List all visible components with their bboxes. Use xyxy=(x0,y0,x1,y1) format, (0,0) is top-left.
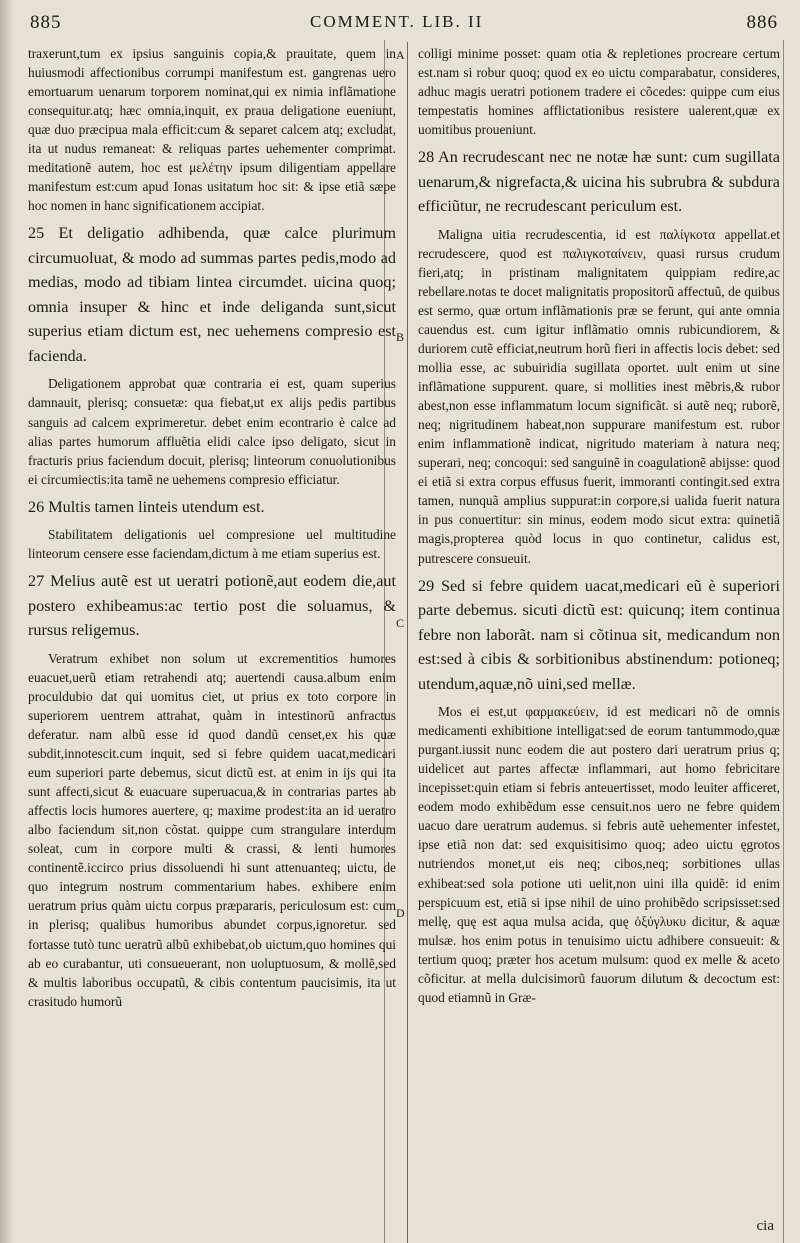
left-column xyxy=(28,44,396,1237)
page-number-right: 886 xyxy=(746,12,778,33)
gloss-paragraph: Maligna uitia recrudescentia, id est παλίγκοτα appellat.et recrudescere, quod est παλιγκοταίνειν, quasi rursus crudum fieri,atq; in pristinam malignitatem quippiam redire,ac rebellare.notas te docet malignitatis propositorũ affectuũ, de quibus est sermo, quæ ortum inflãmationis præ se ferunt, qui ante omnia cauendus est. cum igitur inflãmatio omnis rubicundiorem, & duriorem cutẽ efficiat,neutrum horũ fieri in affectis locis debet: sed mollia esse, ac subuiridia sugillata oportet. uult enim ut sine inflãmatione suppurent. quare, si mollities inest mẽbris,& rubor abest,non esse inflammatum locum significãt. si autẽ neq; ruborẽ, neq; nigritudinem habeat,non suppurare manifestum est. rubor enim inflammationẽ indicat, nigritudo materiam à natura neq; superari, neq; concoqui: sed sanguinẽ in coagulationẽ abijsse: quod ei etiã si extra corpus effusus fuerit, immoranti contingit.sed extra tamen, nunquã amplius suppurat:in corpore,si ualida fuerit natura in pus conuertitur: sin minus, eodem modo sicut extra: quinetiã magis,propterea quòd locus in quo continetur, calidus est, putrescere consueuit. xyxy=(418,226,780,566)
gloss-paragraph: Veratrum exhibet non solum ut excrementitios humores euacuet,uerũ etiam retrahendi atq; auertendi causa.album enim proculdubio dat qui uomitus ciet, ut prius ex toto corpore in superiorem uentrem attrahat, quàm in intestinorũ anfractus deferatur. nam albũ esse id quod dandũ censet,ex his quæ subdit,innotescit.cum inquit, sed si febre quidem uacat,medicari eum superiori parte debemus, sicut dictũ est. at enim in ijs qui ita sunt affecti,sicut & euacuare superuacua,& in contrarias partes ab affectis locis humores auertere, q; maxime prodest:ita an id ueratro albo faciendum sit,non cõstat. quippe cum strangulare interdum soleat, cum in corpore multi & crassi, & lenti humores continentẽ.iccirco prius dissoluendi hi sunt attenuanteq; uictu, de quo integrum nostrum commentarium habes. exhibere enim ueratrum prius quàm uictu corpus præpararis, periculosum est: cum in plerisq; qualibus humoribus abundet corpus,ignoretur. sed fortasse tutò tunc ueratrũ albũ exhibebat,ob uictum,quo homines qui ab eo curabantur, uti consueuerant, non uoluptuosum, & mollẽ,sed & multis laboribus occupatũ, & cibis contentum paucisimis, ita ut crasitudo humorũ xyxy=(28,650,396,1009)
gloss-paragraph: Deligationem approbat quæ contraria ei est, quam superius damnauit, plerisq; consuetæ: qua fiebat,ut ex alijs pedis partibus sanguis ad calcem exprimeretur. debet enim econtrario è calce ad alias partes humorum affluẽtia elidi calce ipso deligato, sicut in fracturis prius faciendum docuit, plerisq; linteorum conuolutionibus ei circumiectis:ita tamẽ ne uehemens compresio efficiatur. xyxy=(28,376,396,487)
running-header xyxy=(0,0,800,40)
page-number-left: 885 xyxy=(30,12,62,33)
lemma-27: 27 Melius autẽ est ut ueratri potionẽ,aut eodem die,aut postero exhibeamus:ac tertio post die soluamus, & rursus religemus. xyxy=(28,572,396,640)
margin-letter-a: A xyxy=(396,48,405,62)
column-divider xyxy=(407,42,408,1243)
gloss-paragraph: Mos ei est,ut φαρμακεύειν, id est medicari nõ de omnis medicamenti exhibitione intelligat:sed de eorum tantummodo,quæ purgant.iussit nunc eodem die aut postero dari ueratrum prius q; uidelicet aut partes affectæ inflammari, aut homo febricitare incepisset:quin etiam si febris anteuertisset, modo leuiter afficeret, eodem modo exhibẽdum esse censuit.nos uero ne febre quidem uacuo dare ueratrum audemus. si febris autẽ uehementer infestet, ipse etiã non dat: sed exquisitisimo quoq; adeo uictu ęgrotos nutriendos monet,ut eis neq; cibos,neq; sorbitiones ullas exhibeat:sed sola potione uti uelit,non uini illa quidẽ: id enim perspicuum est, etiã si ipse nihil de uino prohibẽdo scripsisset:sed mellę, quę est aqua mulsa acida, quę ὀξύγλυκυ dicitur, & aquæ mulsæ. hos enim potus in tenuisimo uictu adhibere consueuit: & tertium quoq; præter hos acetum mulsum: quod ex melle & aceto cõficitur. at mella dulcisimorũ fauorum dilutum & decoctum est: quod etiamnũ in Græ- xyxy=(418,704,780,1005)
right-column xyxy=(418,44,780,1237)
catchword: cia xyxy=(756,1218,774,1234)
lemma-26: 26 Multis tamen linteis utendum est. xyxy=(28,497,265,516)
margin-letter-d: D xyxy=(396,906,405,920)
gloss-paragraph: colligi minime posset: quam otia & repletiones procreare certum est.nam si robur quoq; quod ex eo uictu comparabatur, consideres, adhuc magis ueratri potionem tradere ei cõcedes: quippe cum eius tempestatis homines afflictationibus resistere ualerent,quæ ex uomitibus proueniunt. xyxy=(418,46,780,138)
lemma-29: 29 Sed si febre quidem uacat,medicari eũ è superiori parte debemus. sicuti dictũ est: quicunq; item continua febre non laborãt. nam si cõtinua sit, medicandum non est:sed à cibis & sorbitionibus abstinendum: potioneq; utendum,aquæ,nõ uini,sed mellæ. xyxy=(418,576,780,693)
gloss-paragraph: Stabilitatem deligationis uel compresione uel multitudine linteorum censere esse faciendam,dictum à me etiam superius est. xyxy=(28,527,396,562)
right-column-rule xyxy=(783,40,784,1243)
margin-letter-c: C xyxy=(396,616,405,630)
running-title: COMMENT. LIB. II xyxy=(310,12,484,31)
margin-letter-b: B xyxy=(396,330,405,344)
page-gutter-shadow xyxy=(0,0,14,1243)
gloss-paragraph: traxerunt,tum ex ipsius sanguinis copia,& prauitate, quem in huiusmodi affectionibus corrumpi manifestum est. gangrenas uero emortuarum uenarum torporem nominat,qui ex nimia inflãmatione consequitur.atq; hæc omnia,inquit, ex praua deligatione eueniunt, quæ duo præcipua mala efficit:cum & separet calcem atq; excludat, ita ut nudus remaneat: & reliquas partes uehementer comprimat. meditationẽ autem, hoc est μελέτην ipsum diligentiam appellare manifestum est:cum apud Ionas usitatum hoc sit: & ipse etiã sæpe hoc nomen in hanc significationem accipiat. xyxy=(28,46,396,214)
lemma-28: 28 An recrudescant nec ne notæ hæ sunt: cum sugillata uenarum,& nigrefacta,& uicina his subrubra & subdura efficiũtur, ne recrudescant periculum est. xyxy=(418,148,780,216)
lemma-25: 25 Et deligatio adhibenda, quæ calce plurimum circumuoluat, & modo ad summas partes pedis,modo ad medias, modo ad tibiam lintea circumdet. uicina quoq; omnia insuper & hinc et inde deliganda sunt,sicut superius etiam dictum est, nec uehemens compresio est facienda. xyxy=(28,224,396,365)
